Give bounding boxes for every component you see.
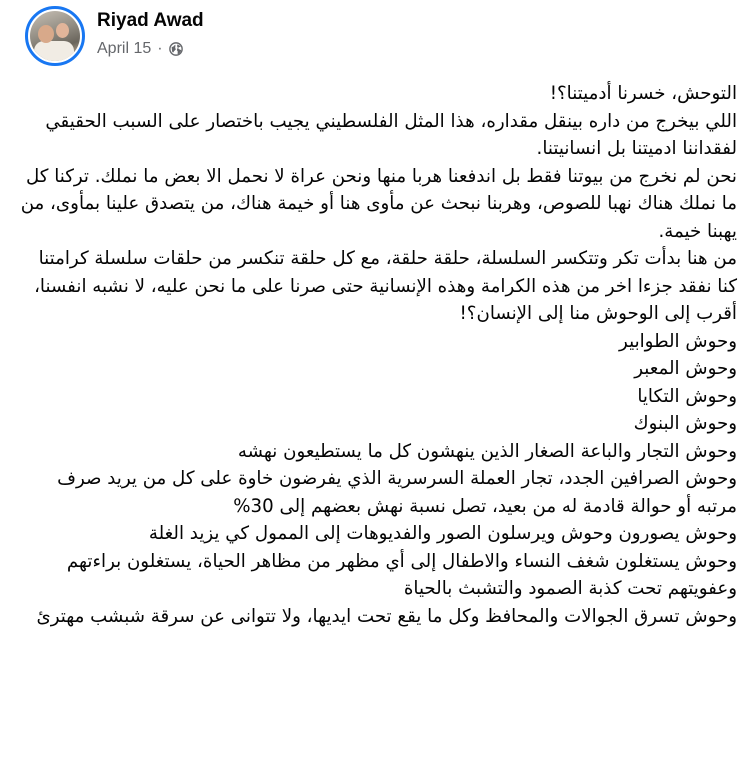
post-header bbox=[25, 6, 725, 66]
list-item: وحوش يصورون وحوش ويرسلون الصور والفديوهات إلى الممول كي يزيد الغلة bbox=[148, 523, 737, 544]
post-paragraph: اللي بيخرج من داره بينقل مقداره، هذا المثل الفلسطيني يجيب باختصار على السبب الحقيقي لفقداننا ادميتنا بل انسانيتنا. bbox=[45, 110, 737, 159]
post-paragraph: نحن لم نخرج من بيوتنا فقط بل اندفعنا هربا منها ونحن عراة لا نحمل الا بعض ما نملك. تركنا كل ما نملك هناك نهبا للصوص، وهربنا نبحث عن مأوى هنا أو خيمة هناك، من يتصدق علينا بمأوى، من يهبنا خيمة. bbox=[20, 165, 737, 242]
list-item: وحوش الصرافين الجدد، تجار العملة السرسرية الذي يفرضون خاوة على كل من يريد صرف مرتبه أو حوالة قادمة له من بعيد، تصل نسبة نهش بعضهم إلى 30% bbox=[57, 468, 737, 517]
list-item: وحوش تسرق الجوالات والمحافظ وكل ما يقع تحت ايديها، ولا تتوانى عن سرقة شبشب مهترئ bbox=[36, 605, 737, 627]
list-item: وحوش التكايا bbox=[637, 385, 737, 407]
profile-photo bbox=[30, 11, 80, 61]
list-item: وحوش الطوابير bbox=[619, 330, 737, 352]
avatar-face bbox=[56, 23, 69, 38]
globe-icon[interactable] bbox=[169, 42, 183, 56]
avatar-face bbox=[38, 25, 54, 43]
author-name[interactable]: Riyad Awad bbox=[97, 10, 204, 31]
list-item: وحوش يستغلون شغف النساء والاطفال إلى أي مظهر من مظاهر الحياة، يستغلون براءتهم وعفويتهم تحت كذبة الصمود والتشبث بالحياة bbox=[66, 550, 737, 599]
list-item: وحوش البنوك bbox=[633, 413, 737, 434]
list-item: وحوش المعبر bbox=[634, 358, 737, 379]
post-headline: التوحش، خسرنا أدميتنا؟! bbox=[549, 83, 737, 104]
avatar[interactable] bbox=[25, 6, 85, 66]
post-date[interactable]: April 15 bbox=[97, 40, 152, 57]
avatar-figure bbox=[34, 41, 74, 61]
post-paragraph: من هنا بدأت تكر وتتكسر السلسلة، حلقة حلقة، مع كل حلقة تنكسر من حلقات سلسلة كرامتنا كنا نفقد جزءا اخر من هذه الكرامة وهذه الإنسانية حتى صرنا على ما نحن عليه، لا نشبه انفسنا، أقرب إلى الوحوش منا إلى الإنسان؟! bbox=[34, 248, 737, 324]
post-text bbox=[18, 80, 737, 630]
list-item: وحوش التجار والباعة الصغار الذين ينهشون كل ما يستطيعون نهشه bbox=[237, 440, 737, 462]
post-meta bbox=[97, 40, 183, 58]
meta-separator: · bbox=[157, 40, 163, 57]
